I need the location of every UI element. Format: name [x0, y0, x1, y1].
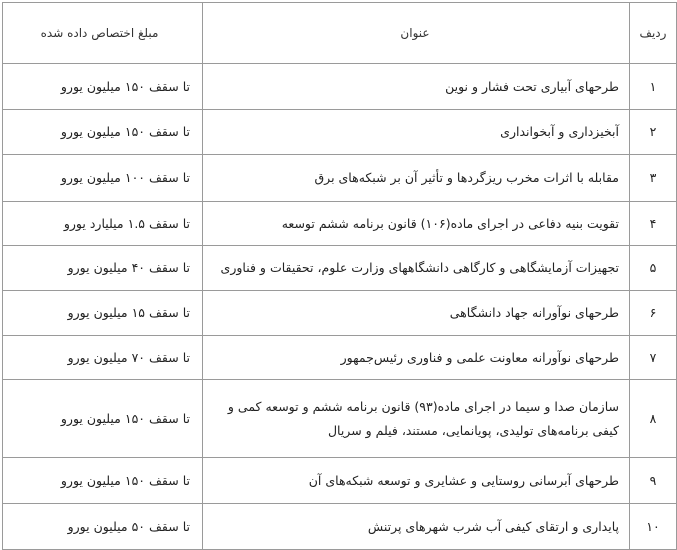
table-row: [3, 64, 677, 110]
header-row-number: ردیف: [630, 3, 677, 64]
row-title: پایداری و ارتقای کیفی آب شرب شهرهای پرتنش: [203, 504, 630, 550]
table-row: [3, 155, 677, 202]
row-amount: تا سقف ۱۵۰ میلیون یورو: [3, 110, 203, 155]
row-title: طرحهای آبیاری تحت فشار و نوین: [203, 64, 630, 110]
table-row: [3, 380, 677, 458]
header-amount: مبلغ اختصاص داده شده: [3, 3, 203, 64]
row-number: ۶: [630, 291, 677, 336]
row-number: ۱: [630, 64, 677, 110]
row-title: تقویت بنیه دفاعی در اجرای ماده(۱۰۶) قانون برنامه ششم توسعه: [203, 202, 630, 246]
table-row: [3, 336, 677, 380]
table-row: [3, 246, 677, 291]
table-row: [3, 504, 677, 550]
row-number: ۹: [630, 458, 677, 504]
row-number: ۴: [630, 202, 677, 246]
row-amount: تا سقف ۱.۵ میلیارد یورو: [3, 202, 203, 246]
row-amount: تا سقف ۷۰ میلیون یورو: [3, 336, 203, 380]
row-amount: تا سقف ۱۵ میلیون یورو: [3, 291, 203, 336]
row-title: سازمان صدا و سیما در اجرای ماده(۹۳) قانون برنامه ششم و توسعه کمی و کیفی برنامه‌های تولیدی، پویانمایی، مستند، فیلم و سریال: [203, 380, 630, 458]
table-row: [3, 202, 677, 246]
row-amount: تا سقف ۴۰ میلیون یورو: [3, 246, 203, 291]
header-title: عنوان: [203, 3, 630, 64]
row-number: ۸: [630, 380, 677, 458]
row-number: ۲: [630, 110, 677, 155]
row-amount: تا سقف ۱۵۰ میلیون یورو: [3, 64, 203, 110]
row-title: مقابله با اثرات مخرب ریزگردها و تأثیر آن بر شبکه‌های برق: [203, 155, 630, 202]
row-title: آبخیزداری و آبخوانداری: [203, 110, 630, 155]
table-row: [3, 458, 677, 504]
table-row: [3, 291, 677, 336]
row-number: ۳: [630, 155, 677, 202]
row-title: طرحهای آبرسانی روستایی و عشایری و توسعه شبکه‌های آن: [203, 458, 630, 504]
row-amount: تا سقف ۱۵۰ میلیون یورو: [3, 458, 203, 504]
row-title: طرحهای نوآورانه معاونت علمی و فناوری رئیس‌جمهور: [203, 336, 630, 380]
row-number: ۷: [630, 336, 677, 380]
row-title: تجهیزات آزمایشگاهی و کارگاهی دانشگاههای وزارت علوم، تحقیقات و فناوری: [203, 246, 630, 291]
table-header-row: [3, 3, 677, 64]
row-title: طرحهای نوآورانه جهاد دانشگاهی: [203, 291, 630, 336]
row-amount: تا سقف ۱۰۰ میلیون یورو: [3, 155, 203, 202]
row-number: ۵: [630, 246, 677, 291]
row-amount: تا سقف ۱۵۰ میلیون یورو: [3, 380, 203, 458]
table-row: [3, 110, 677, 155]
allocation-table: [2, 2, 677, 550]
row-amount: تا سقف ۵۰ میلیون یورو: [3, 504, 203, 550]
row-number: ۱۰: [630, 504, 677, 550]
